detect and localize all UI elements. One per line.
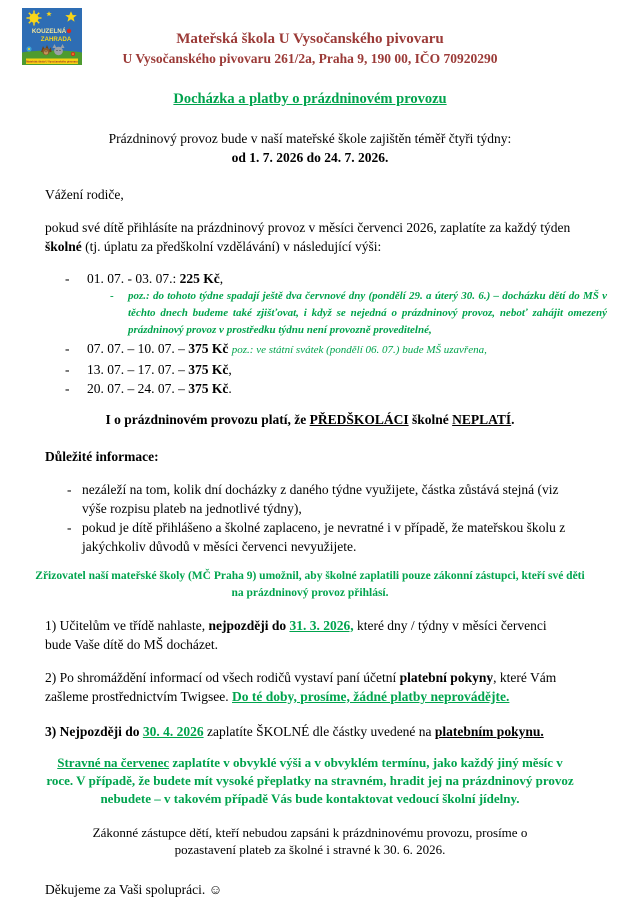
salutation: Vážení rodiče, <box>45 187 124 202</box>
bullet-dash: - <box>65 341 70 356</box>
step-3 <box>45 722 575 741</box>
fee-item-week2 <box>45 339 575 360</box>
school-logo <box>22 8 82 65</box>
fee-item-week3 <box>45 360 575 379</box>
preschool-underline2: NEPLATÍ <box>452 412 512 427</box>
step1-bold: nejpozději do <box>208 617 290 633</box>
meals-underline: Stravné na červenec <box>57 755 170 770</box>
fee-paragraph-text: pokud své dítě přihlásíte na prázdninový provoz v měsíci červenci 2026, zaplatíte za každý týden <box>45 219 571 235</box>
step1-deadline-date: 31. 3. 2026, <box>289 617 354 633</box>
important-item-text: pokud je dítě přihlášeno a školné zaplaceno, je nevratné i v případě, že mateřskou školu z jakýchkoliv důvodů v měsíci červenci nevyužijete. <box>82 519 566 554</box>
fee-paragraph-bold: školné <box>45 238 82 254</box>
step-2 <box>45 668 575 706</box>
document-body <box>0 129 620 899</box>
intro-paragraph <box>45 129 575 167</box>
fee-tail: , <box>219 271 224 286</box>
page-title: Docházka a platby o prázdninovém provozu <box>173 91 447 107</box>
step3-bold2: platebním pokynu. <box>434 723 544 739</box>
step2-text1: 2) Po shromáždění informací od všech rodičů vystaví paní účetní <box>45 669 400 685</box>
school-address: U Vysočanského pivovaru 261/2a, Praha 9, 190 00, IČO 70920290 <box>122 51 498 66</box>
fee-dates: 07. 07. – 10. 07. – <box>87 341 189 356</box>
fee-item-week4 <box>45 379 575 398</box>
fee-dates: 20. 07. – 24. 07. – <box>87 381 189 396</box>
fee-item-text <box>87 360 232 379</box>
intro-dates: od 1. 7. 2026 do 24. 7. 2026. <box>231 150 389 165</box>
bullet-dash: - <box>65 362 70 377</box>
important-item-1 <box>45 480 575 518</box>
important-item-2 <box>45 518 575 556</box>
fee-note-text: poz.: do tohoto týdne spadají ještě dva červnové dny (pondělí 29. a úterý 30. 6.) – docházku dětí do MŠ v těchto dnech budeme také zjišťovat, i když se nejedná o prázdninový provoz, neboť zahájit omezený prázdninový provoz v prostředku týdnu není provozně proveditelné, <box>128 290 607 336</box>
step3-deadline-date: 30. 4. 2026 <box>142 723 204 739</box>
fee-paragraph <box>45 218 575 256</box>
logo-word-2: ZAHRADA <box>40 36 72 43</box>
preschool-underline1: PŘEDŠKOLÁCI <box>309 412 409 427</box>
step-1 <box>45 616 575 654</box>
letterhead <box>0 0 620 67</box>
fee-note-holiday: poz.: ve státní svátek (pondělí 06. 07.) bude MŠ uzavřena, <box>231 344 487 356</box>
step2-warning: Do té doby, prosíme, žádné platby neprovádějte. <box>232 688 510 704</box>
important-item-text: nezáleží na tom, kolik dní docházky z daného týdne využijete, částka zůstává stejná (viz výše rozpisu plateb na jednotlivé týdny), <box>82 481 559 516</box>
fee-item-text <box>87 339 487 360</box>
fee-tail: . <box>228 381 232 396</box>
fee-amount: 375 Kč <box>188 381 229 396</box>
fee-note-june-days <box>45 288 607 339</box>
fee-item-week1 <box>45 269 575 288</box>
closing-paragraph: Zákonné zástupce dětí, kteří nebudou zapsáni k prázdninovému provozu, prosíme o pozastavení plateb za školné i stravné k 30. 6. 2026. <box>92 825 528 857</box>
logo-banner-text: Mateřská škola U Vysočanského pivovaru <box>26 60 78 64</box>
fee-amount: 375 Kč <box>188 362 229 377</box>
meals-text: zaplatíte v obvyklé výši a v obvyklém termínu, jako každý jiný měsíc v roce. V případě, že budete mít vysoké přeplatky na stravném, hradit jej na prázdninový provoz nebudete – v takovém případě Vás bude kontaktovat vedoucí školní jídelny. <box>46 755 574 806</box>
bullet-dash: - <box>65 271 70 286</box>
fee-amount: 225 Kč <box>179 271 220 286</box>
bullet-dash: - <box>67 481 72 497</box>
bullet-dash: - <box>65 381 70 396</box>
logo-banner <box>26 59 78 65</box>
fee-paragraph-text2: (tj. úplatu za předškolní vzdělávání) v následující výši: <box>81 238 382 254</box>
step1-text2: které dny / týdny v měsíci červenci bude Vaše dítě do MŠ docházet. <box>45 617 547 652</box>
important-info-heading: Důležité informace: <box>45 449 159 464</box>
intro-line1: Prázdninový provoz bude v naší mateřské škole zajištěn téměř čtyři týdny: <box>108 131 512 146</box>
meals-note <box>45 754 575 808</box>
fee-dates: 01. 07. - 03. 07.: <box>87 271 180 286</box>
fee-list <box>45 269 607 398</box>
school-name: Mateřská škola U Vysočanského pivovaru <box>176 31 444 47</box>
fee-amount: 375 Kč <box>188 341 229 356</box>
step3-text: zaplatíte ŠKOLNÉ dle částky uvedené na <box>203 723 435 739</box>
fee-item-text <box>87 269 223 288</box>
bullet-dash: - <box>110 290 114 302</box>
step1-text1: 1) Učitelům ve třídě nahlaste, <box>45 617 209 633</box>
preschool-text2: školné <box>408 412 453 427</box>
fee-tail: , <box>228 362 232 377</box>
logo-word-1: KOUZELNÁ <box>31 28 67 35</box>
important-info-list <box>45 480 575 556</box>
bullet-dash: - <box>67 519 72 535</box>
step2-text2: , které Vám zašleme prostřednictvím Twigsee. <box>45 669 557 704</box>
fee-item-text <box>87 379 232 398</box>
founder-note: Zřizovatel naší mateřské školy (MČ Praha 9) umožnil, aby školné zaplatili pouze zákonní zástupci, kteří své děti na prázdninový provoz přihlásí. <box>35 569 585 599</box>
step2-bold: platební pokyny <box>399 669 494 685</box>
step3-bold1: 3) Nejpozději do <box>45 723 143 739</box>
fee-dates: 13. 07. – 17. 07. – <box>87 362 189 377</box>
thanks-line: Děkujeme za Vaši spolupráci. ☺ <box>45 882 223 897</box>
logo-image <box>22 8 82 65</box>
preschool-text3: . <box>511 412 515 427</box>
preschooler-statement <box>45 410 575 429</box>
preschool-text1: I o prázdninovém provozu platí, že <box>105 412 310 427</box>
